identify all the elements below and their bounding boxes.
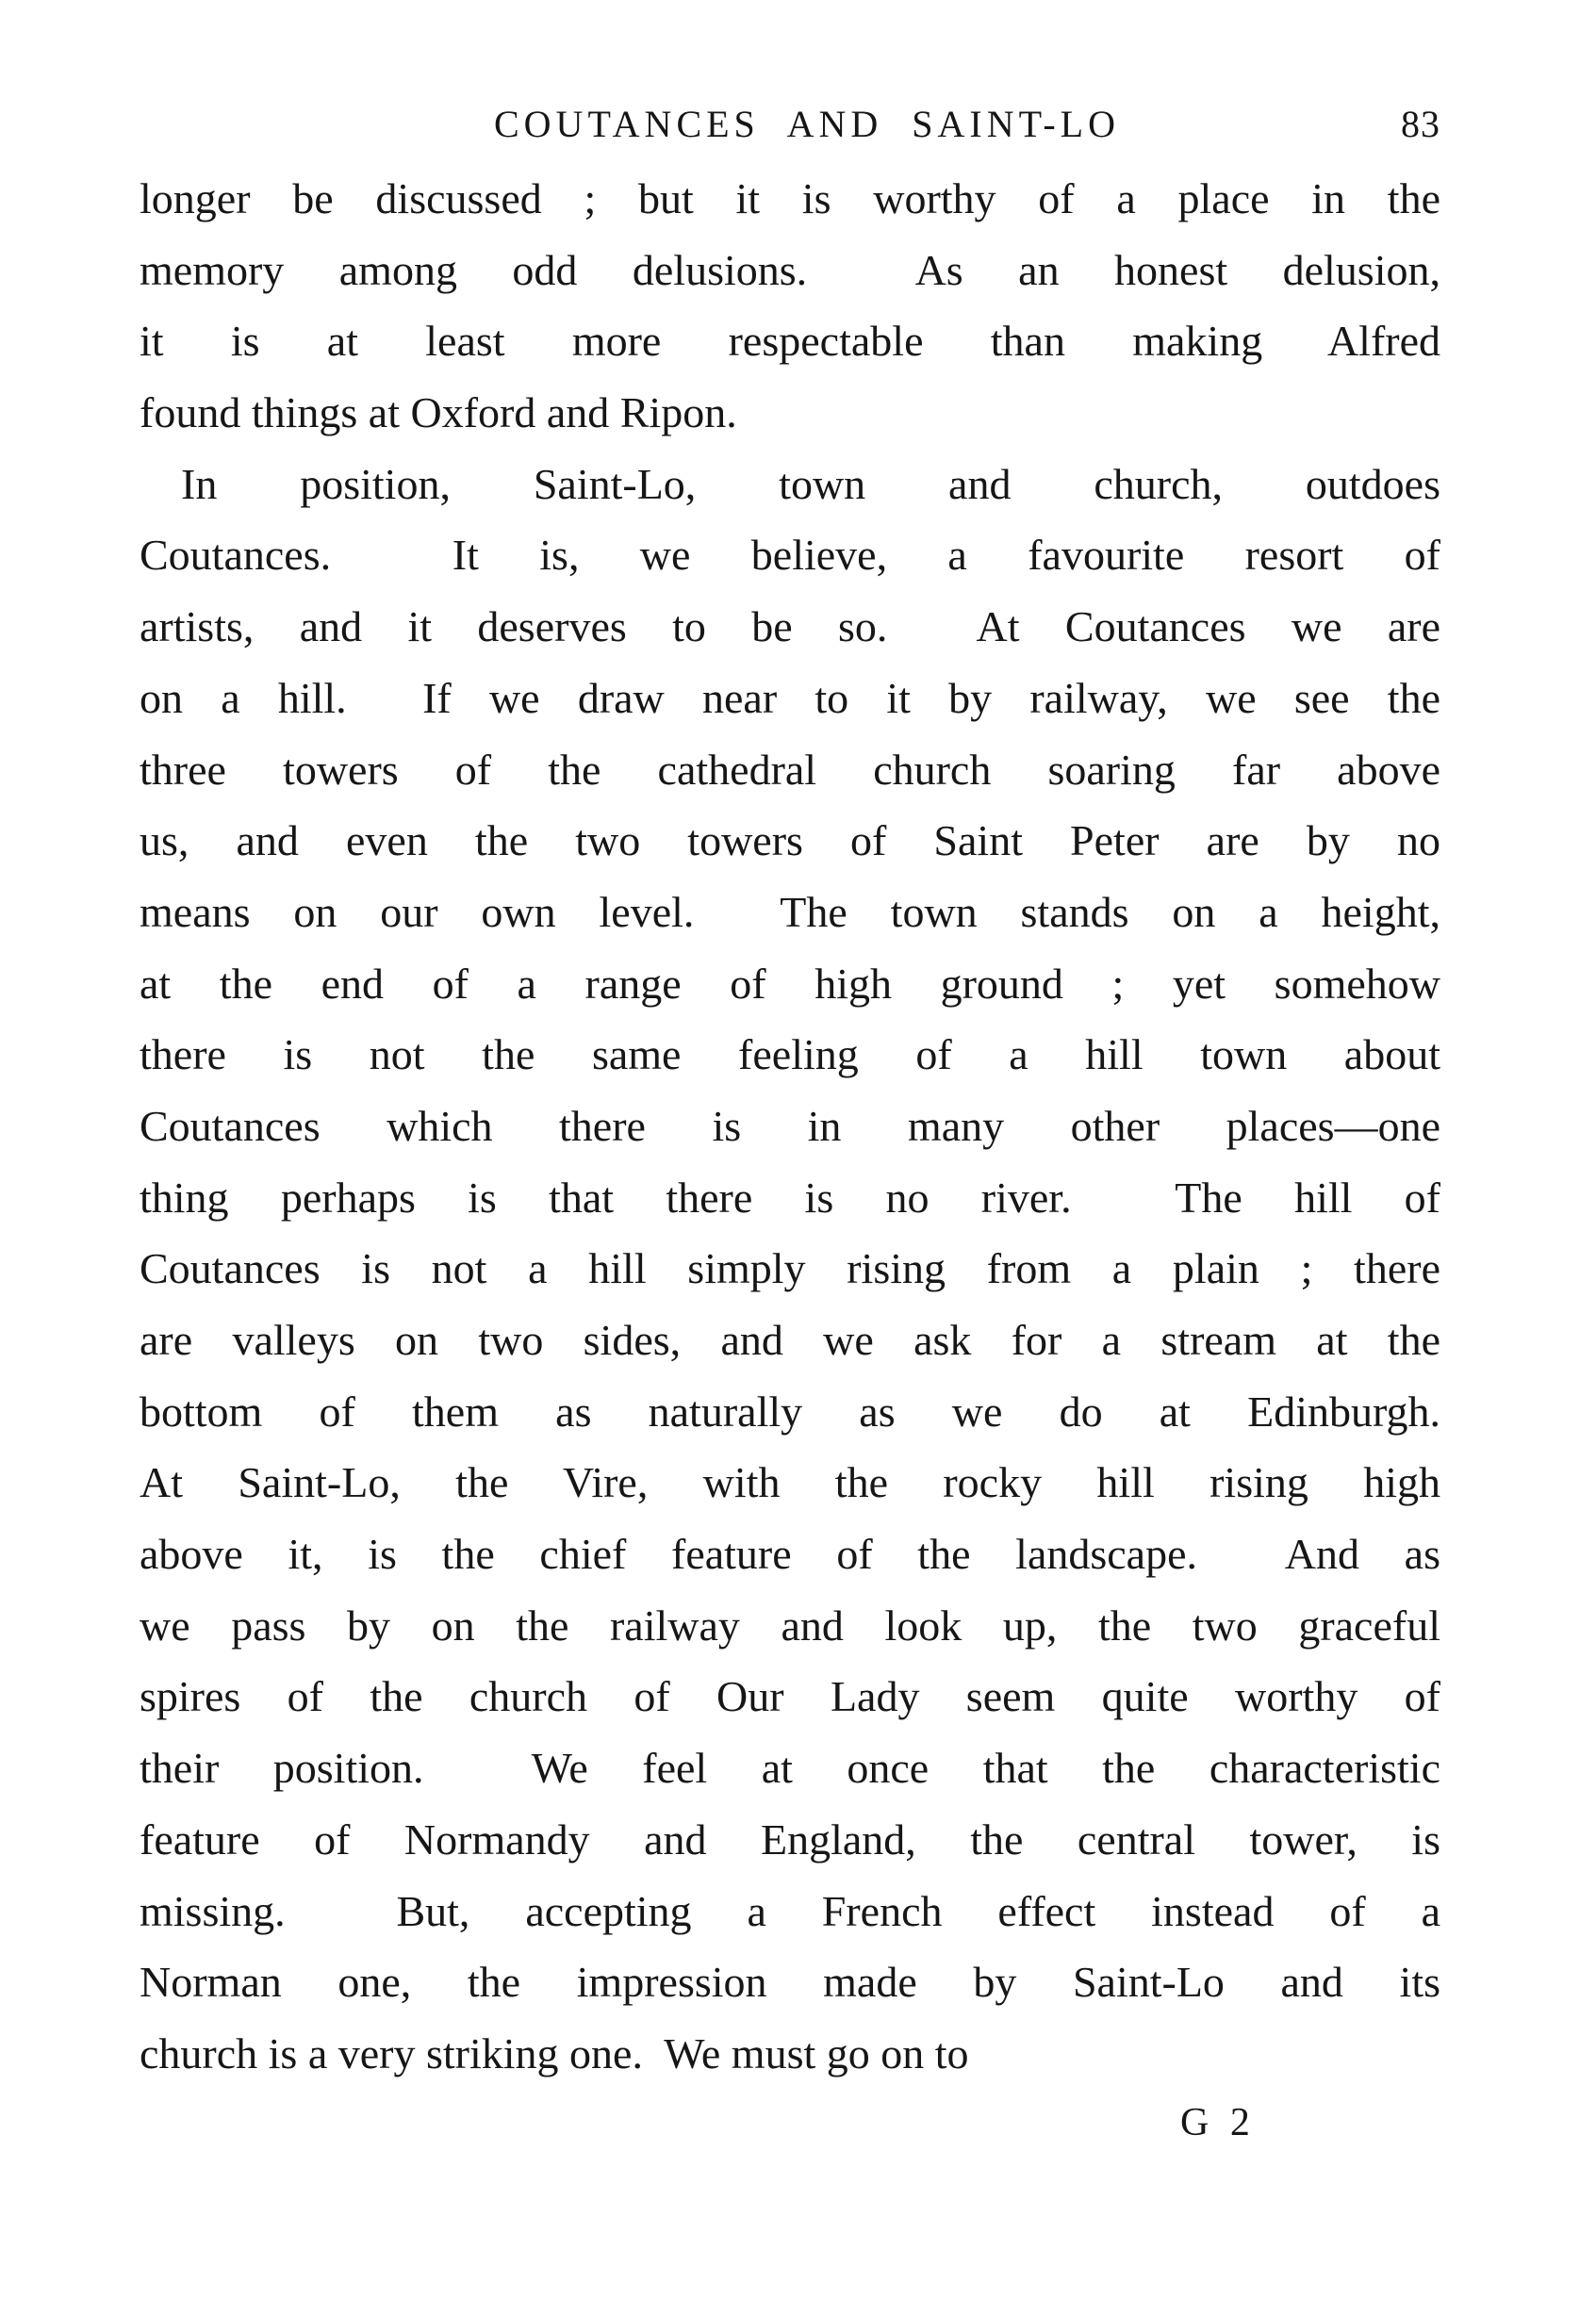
text-line-page-end: church is a very striking one. We must go on to bbox=[140, 2028, 969, 2077]
body-text-column bbox=[140, 163, 1440, 2090]
text-line: their position. We feel at once that the characteristic bbox=[140, 1744, 1440, 1793]
text-line: thing perhaps is that there is no river. The hill of bbox=[140, 1173, 1440, 1222]
text-line: three towers of the cathedral church soaring far above bbox=[140, 745, 1440, 794]
text-line: there is not the same feeling of a hill town about bbox=[140, 1030, 1440, 1079]
text-line: feature of Normandy and England, the central tower, is bbox=[140, 1815, 1440, 1864]
text-line: on a hill. If we draw near to it by railway, we see the bbox=[140, 673, 1440, 722]
text-line: longer be discussed ; but it is worthy of a place in the bbox=[140, 174, 1440, 222]
text-line: bottom of them as naturally as we do at Edinburgh. bbox=[140, 1387, 1440, 1436]
text-line: Norman one, the impression made by Saint-Lo and its bbox=[140, 1958, 1440, 2007]
page-number: 83 bbox=[1401, 103, 1440, 145]
text-line: missing. But, accepting a French effect instead of a bbox=[140, 1886, 1440, 1935]
text-line: at the end of a range of high ground ; yet somehow bbox=[140, 959, 1440, 1008]
text-line: means on our own level. The town stands on a height, bbox=[140, 887, 1440, 936]
text-line: it is at least more respectable than making Alfred bbox=[140, 317, 1440, 366]
text-line: At Saint-Lo, the Vire, with the rocky hill rising high bbox=[140, 1458, 1440, 1507]
text-line: above it, is the chief feature of the landscape. And as bbox=[140, 1530, 1440, 1579]
text-line: spires of the church of Our Lady seem quite worthy of bbox=[140, 1672, 1440, 1721]
text-line: artists, and it deserves to be so. At Coutances we are bbox=[140, 602, 1440, 651]
running-header bbox=[140, 102, 1440, 151]
text-line: Coutances which there is in many other places—one bbox=[140, 1101, 1440, 1150]
text-line: Coutances is not a hill simply rising from a plain ; there bbox=[140, 1244, 1440, 1293]
printer-signature-mark: G 2 bbox=[1180, 2101, 1250, 2144]
text-line: us, and even the two towers of Saint Peter are by no bbox=[140, 816, 1440, 865]
text-line: memory among odd delusions. As an honest delusion, bbox=[140, 245, 1440, 294]
text-line-paragraph-end: found things at Oxford and Ripon. bbox=[140, 388, 737, 437]
text-line: we pass by on the railway and look up, the two graceful bbox=[140, 1601, 1440, 1650]
text-line: Coutances. It is, we believe, a favourite resort of bbox=[140, 531, 1440, 580]
text-line: are valleys on two sides, and we ask for a stream at the bbox=[140, 1316, 1440, 1364]
text-line-paragraph-start: In position, Saint-Lo, town and church, outdoes bbox=[181, 459, 1440, 508]
chapter-header-title: COUTANCES AND SAINT-LO bbox=[493, 103, 1120, 145]
